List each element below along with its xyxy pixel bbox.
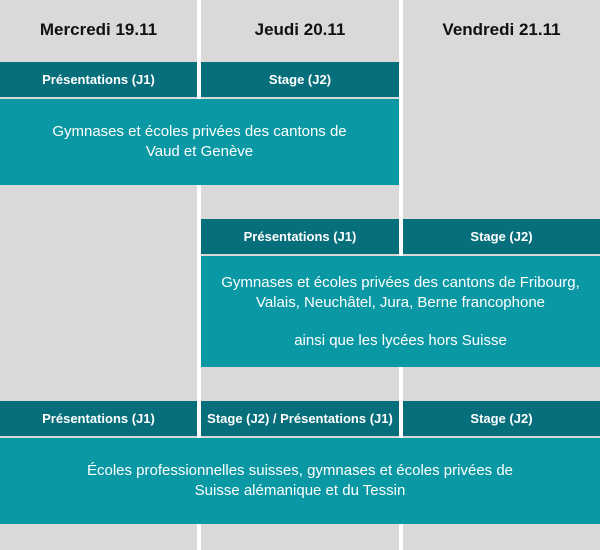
day-header-thursday: Jeudi 20.11 bbox=[254, 20, 346, 39]
group3-line-2: Suisse alémanique et du Tessin bbox=[194, 482, 406, 499]
group1-bar-presentations: Présentations (J1) bbox=[0, 62, 197, 97]
group2-bar-presentations: Présentations (J1) bbox=[201, 219, 399, 254]
group2-bar-stage: Stage (J2) bbox=[403, 219, 600, 254]
day-header-friday: Vendredi 21.11 bbox=[442, 20, 561, 39]
group1-bar-stage: Stage (J2) bbox=[201, 62, 399, 97]
group3-schools-block bbox=[0, 438, 600, 524]
group3-line-1: Écoles professionnelles suisses, gymnases et écoles privées de bbox=[86, 462, 514, 479]
day-header-wednesday: Mercredi 19.11 bbox=[39, 20, 158, 39]
group3-bar-stage-presentations: Stage (J2) / Présentations (J1) bbox=[201, 401, 399, 436]
group3-bar-presentations: Présentations (J1) bbox=[0, 401, 197, 436]
group1-line-1: Gymnases et écoles privées des cantons de bbox=[52, 123, 347, 140]
group1-line-2: Vaud et Genève bbox=[145, 143, 254, 160]
group2-line-1: Gymnases et écoles privées des cantons de Fribourg, bbox=[221, 273, 580, 291]
group3-bar-stage: Stage (J2) bbox=[403, 401, 600, 436]
group1-schools-block bbox=[0, 99, 399, 185]
group2-line-2: Valais, Neuchâtel, Jura, Berne francophone bbox=[255, 293, 546, 311]
group2-note: ainsi que les lycées hors Suisse bbox=[294, 331, 507, 349]
group2-schools-block bbox=[201, 256, 600, 367]
